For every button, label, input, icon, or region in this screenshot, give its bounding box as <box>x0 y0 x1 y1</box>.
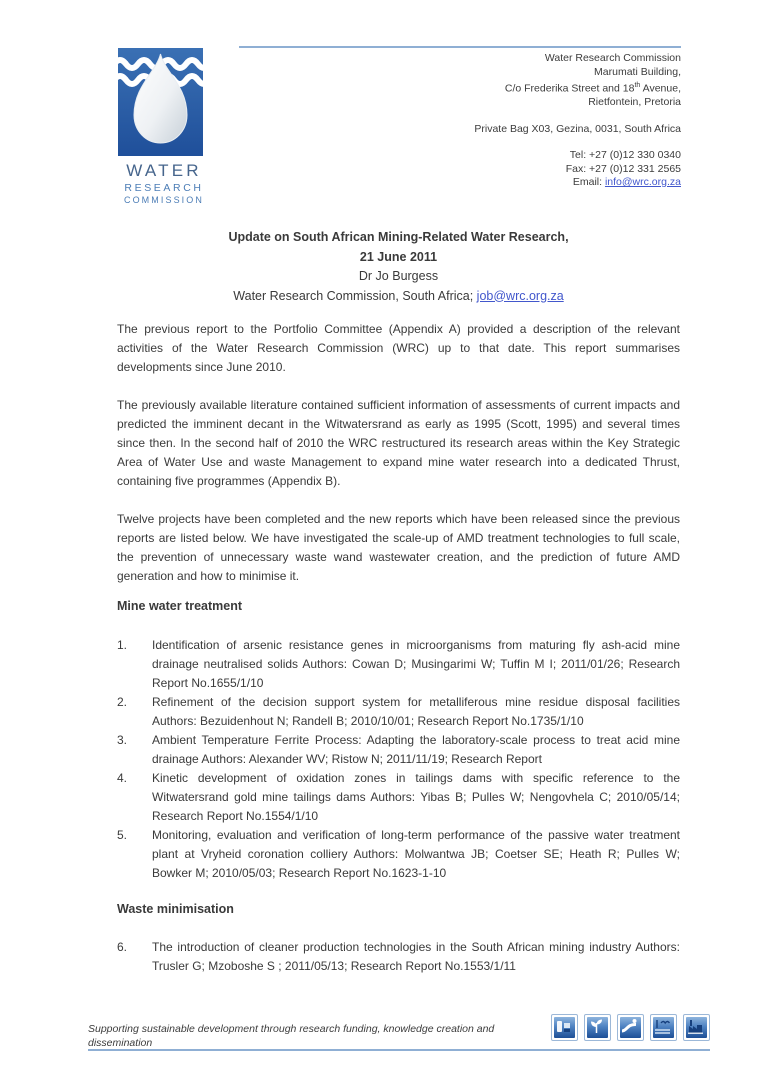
river-icon <box>617 1014 644 1041</box>
address-fax: Fax: +27 (0)12 331 2565 <box>565 162 681 175</box>
water-drop-icon <box>118 48 203 156</box>
section-heading-waste-minimisation: Waste minimisation <box>117 902 234 916</box>
logo-text-commission: COMMISSION <box>123 195 204 205</box>
document-affiliation <box>117 287 680 307</box>
document-title-block <box>117 228 680 306</box>
paragraph-1: The previous report to the Portfolio Committee (Appendix A) provided a description of the relevant activities of the Water Research Commission (WRC) up to that date. This report summarises developments since June 2010. <box>117 322 680 374</box>
footer-tagline: Supporting sustainable development through research funding, knowledge creation and dissemination <box>88 1023 495 1049</box>
list-item-text: Monitoring, evaluation and verification of long-term performance of the passive water treatment plant at Vryheid coronation colliery Authors: Molwantwa JB; Coetser SE; Heath R; Pulles W; Bowker M; 2010/05/03; Research Report No.1623-1-10 <box>152 828 680 880</box>
document-title-date: 21 June 2011 <box>359 249 438 264</box>
list-item-number: 5. <box>117 828 128 842</box>
address-street-suffix: Avenue, <box>640 82 681 95</box>
address-email-label: Email: <box>572 176 605 188</box>
paragraph-3: Twelve projects have been completed and the new reports which have been released since the previous reports are listed below. We have investigated the scale-up of AMD treatment technologies to full scale, the prevention of unnecessary waste wand wastewater creation, and the prediction of future AMD generation and how to minimise it. <box>117 512 680 583</box>
footer-divider <box>88 1049 710 1051</box>
section-heading-mine-water-treatment: Mine water treatment <box>117 599 243 613</box>
author-email-link[interactable]: job@wrc.org.za <box>476 288 564 303</box>
address-tel: Tel: +27 (0)12 330 0340 <box>569 149 681 161</box>
header-divider <box>239 46 681 48</box>
list-item-text: Kinetic development of oxidation zones in tailings dams with specific reference to the Witwatersrand gold mine tailings dams Authors: Yibas B; Pulles W; Nengovhela C; 2010/05/14; Research Report No.1554/1/10 <box>152 771 680 823</box>
address-street-text: C/o Frederika Street and 18 <box>504 82 635 95</box>
wetland-bird-icon <box>650 1014 677 1041</box>
address-postal: Private Bag X03, Gezina, 0031, South Africa <box>474 122 681 135</box>
address-building: Marumati Building, <box>594 65 681 78</box>
address-org: Water Research Commission <box>544 52 681 64</box>
list-item <box>117 731 680 769</box>
document-author: Dr Jo Burgess <box>358 269 439 283</box>
document-title-line1: Update on South African Mining-Related Water Research, <box>228 230 569 244</box>
address-email-line <box>474 176 681 190</box>
spacer <box>474 136 681 149</box>
list-item-text: Identification of arsenic resistance genes in microorganisms from maturing fly ash-acid mine drainage neutralised solids Authors: Cowan D; Musingarimi W; Tuffin M I; 2011/01/26; Research Report No.1655/1/10 <box>152 638 680 690</box>
logo-text-water: WATER <box>126 161 202 180</box>
list-item <box>117 636 680 693</box>
list-item-number: 3. <box>117 733 128 747</box>
report-list-mine-water <box>117 636 680 883</box>
list-item-number: 4. <box>117 771 128 785</box>
list-item-text: Refinement of the decision support system for metalliferous mine residue disposal facilities Authors: Bezuidenhout N; Randell B; 2010/10/01; Research Report No.1735/1/10 <box>152 695 680 728</box>
list-item <box>117 769 680 826</box>
address-city: Rietfontein, Pretoria <box>588 96 681 108</box>
plant-icon <box>584 1014 611 1041</box>
lab-icon <box>551 1014 578 1041</box>
list-item-text: Ambient Temperature Ferrite Process: Adapting the laboratory-scale process to treat acid mine drainage Authors: Alexander WV; Ristow N; 2011/11/19; Research Report <box>152 733 680 766</box>
list-item-text: The introduction of cleaner production technologies in the South African mining industry Authors: Trusler G; Mzoboshe S ; 2011/05/13; Research Report No.1553/1/11 <box>152 940 680 973</box>
footer-icon-strip <box>551 1014 710 1041</box>
spacer <box>474 110 681 123</box>
wrc-logo <box>118 48 210 205</box>
list-item <box>117 693 680 731</box>
header-email-link[interactable]: info@wrc.org.za <box>604 176 681 188</box>
list-item <box>117 826 680 883</box>
address-street <box>474 79 681 96</box>
logo-text-research: RESEARCH <box>124 182 204 194</box>
list-item-number: 1. <box>117 638 128 652</box>
factory-icon <box>683 1014 710 1041</box>
letterhead-address <box>474 52 681 190</box>
report-list-waste-minimisation <box>117 938 680 976</box>
paragraph-2: The previously available literature contained sufficient information of assessments of current impacts and predicted the imminent decant in the Witwatersrand as early as 1995 (Scott, 1995) and several times since then. In the second half of 2010 the WRC restructured its research areas within the Key Strategic Area of Water Use and waste Management to expand mine water research into a dedicated Thrust, containing five programmes (Appendix B). <box>117 398 680 488</box>
affiliation-text: Water Research Commission, South Africa; <box>233 288 477 303</box>
address-street-ordinal: th <box>634 82 641 89</box>
list-item-number: 2. <box>117 695 128 709</box>
list-item <box>117 938 680 976</box>
list-item-number: 6. <box>117 940 128 954</box>
